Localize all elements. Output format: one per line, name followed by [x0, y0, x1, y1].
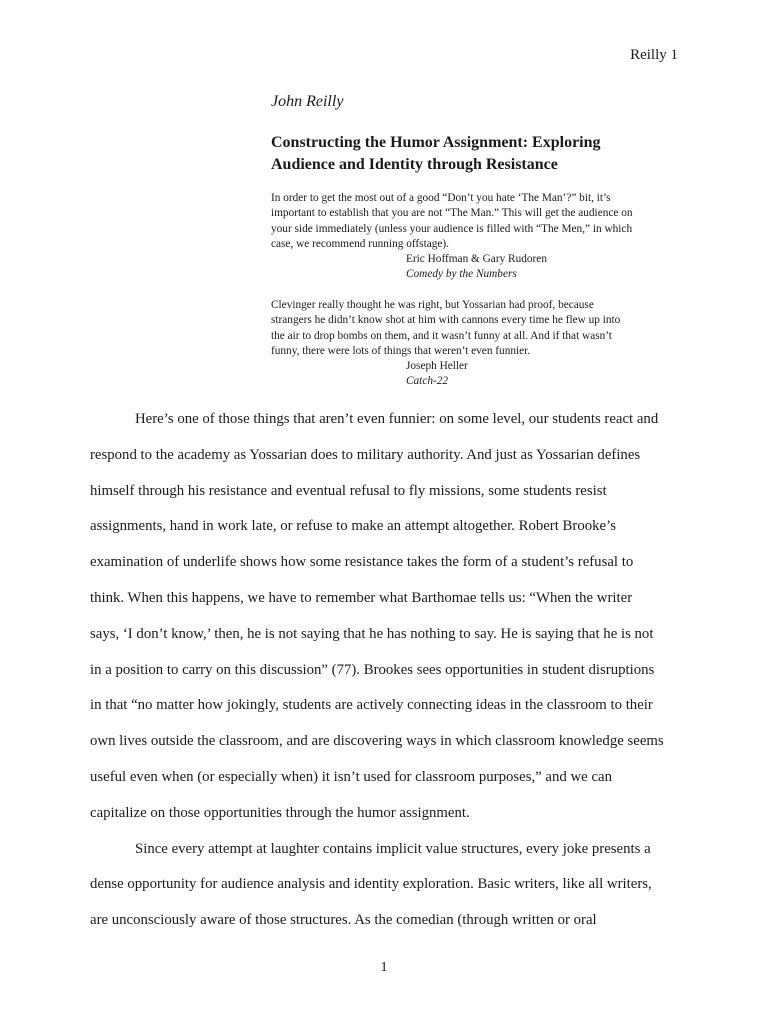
epigraph-line: the air to drop bombs on them, and it wasn’t funny at all. And if that wasn’t [271, 329, 612, 342]
body-line: Here’s one of those things that aren’t even funnier: on some level, our students react and [135, 411, 659, 427]
body-line: dense opportunity for audience analysis and identity exploration. Basic writers, like all writers, [90, 876, 652, 893]
body-text [90, 402, 680, 939]
epigraph-line: important to establish that you are not “The Man.” This will get the audience on [271, 207, 633, 220]
epigraph-author: Joseph Heller [406, 360, 468, 373]
body-line: respond to the academy as Yossarian does to military authority. And just as Yossarian defines [90, 446, 641, 463]
epigraph [271, 298, 691, 390]
page-number: 1 [380, 960, 388, 975]
epigraph-author: Eric Hoffman & Gary Rudoren [406, 253, 547, 266]
epigraph [271, 191, 691, 283]
body-line: himself through his resistance and eventual refusal to fly missions, some students resist [90, 482, 607, 499]
title-line: Constructing the Humor Assignment: Exploring [271, 134, 601, 151]
body-line: think. When this happens, we have to remember what Barthomae tells us: “When the writer [90, 589, 633, 606]
epigraph-line: strangers he didn’t know shot at him with cannons every time he flew up into [271, 314, 621, 327]
body-line: are unconsciously aware of those structures. As the comedian (through written or oral [90, 912, 597, 929]
epigraph-work: Catch-22 [406, 375, 449, 388]
epigraph-work: Comedy by the Numbers [406, 268, 517, 281]
body-line: says, ‘I don’t know,’ then, he is not saying that he has nothing to say. He is saying that he is not [90, 625, 654, 642]
epigraph-line: case, we recommend running offstage). [271, 237, 449, 250]
body-line: useful even when (or especially when) it isn’t used for classroom purposes,” and we can [90, 768, 612, 785]
body-line: examination of underlife shows how some resistance takes the form of a student’s refusal to [90, 554, 634, 571]
title-line: Audience and Identity through Resistance [271, 156, 558, 173]
body-line: assignments, hand in work late, or refuse to make an attempt altogether. Robert Brooke’s [90, 518, 616, 535]
article-title [271, 132, 691, 176]
body-line: own lives outside the classroom, and are discovering ways in which classroom knowledge seems [90, 733, 664, 750]
epigraph-line: your side immediately (unless your audience is filled with “The Men,” in which [271, 222, 633, 235]
body-line: Since every attempt at laughter contains implicit value structures, every joke presents a [135, 840, 651, 857]
body-line: in that “no matter how jokingly, students are actively connecting ideas in the classroom to their [90, 697, 653, 714]
running-head: Reilly 1 [630, 47, 678, 63]
epigraph-line: Clevinger really thought he was right, but Yossarian had proof, because [271, 299, 594, 311]
body-line: in a position to carry on this discussion” (77). Brookes sees opportunities in student disruptions [90, 661, 655, 678]
epigraph-line: In order to get the most out of a good “Don’t you hate ‘The Man’?” bit, it’s [271, 192, 611, 204]
author-name: John Reilly [271, 93, 344, 110]
body-line: capitalize on those opportunities through the humor assignment. [90, 804, 470, 821]
epigraph-line: funny, there were lots of things that weren’t even funnier. [271, 344, 531, 357]
